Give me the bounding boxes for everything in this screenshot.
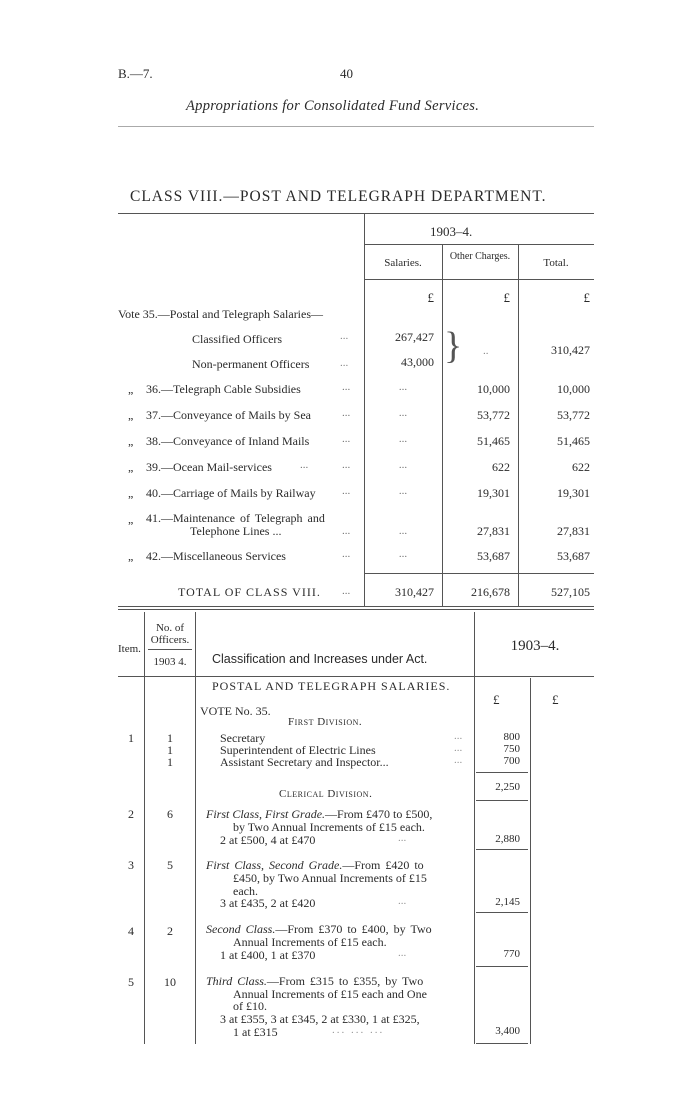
- row-total: 53,687: [557, 549, 590, 563]
- classified-officers-label: Classified Officers: [192, 332, 283, 346]
- nonperm-dots: ...: [340, 357, 349, 369]
- row-label: 38.—Conveyance of Inland Mails: [146, 434, 310, 448]
- entry-text-line3: 1 at £400, 1 at £370: [220, 948, 316, 962]
- officers-count: 5: [167, 858, 173, 872]
- grade-range: —From £470 to £500,: [325, 807, 433, 821]
- grade-title: Third Class.: [206, 974, 267, 988]
- summary-top-rule: [118, 213, 594, 214]
- row-salaries: ...: [398, 525, 408, 537]
- entry-text-line4: 3 at £435, 2 at £420: [220, 896, 316, 910]
- row-dots: ...: [342, 525, 351, 537]
- row-other: 622: [492, 460, 510, 474]
- amount: 3,400: [495, 1025, 520, 1037]
- subtotal-rule: [476, 772, 528, 773]
- summary-year-rule: [364, 244, 594, 245]
- col-officers-header-2: Officers.: [150, 634, 190, 646]
- position-label: Secretary: [220, 731, 266, 745]
- ditto-mark: „: [128, 434, 134, 448]
- total-dots: ...: [342, 585, 351, 597]
- summary-header-rule: [364, 279, 594, 280]
- row-dots: ...: [342, 433, 351, 445]
- row-total: 27,831: [557, 524, 590, 538]
- section-title: POSTAL AND TELEGRAPH SALARIES.: [212, 679, 451, 693]
- item-number: 3: [128, 858, 134, 872]
- total-salaries: 310,427: [395, 585, 434, 599]
- amount: 2,145: [495, 896, 520, 908]
- grade-range: —From £370 to £400, by Two: [275, 922, 432, 936]
- entry-rule: [476, 1043, 528, 1044]
- item-number: 4: [128, 924, 134, 938]
- clerical-division-heading: Clerical Division.: [279, 788, 373, 800]
- row-salaries: ...: [398, 381, 408, 393]
- vote35-total: 310,427: [551, 343, 590, 357]
- row-label: 36.—Telegraph Cable Subsidies: [146, 382, 301, 396]
- officers-count: 1: [167, 731, 173, 745]
- grade-title: Second Class.: [206, 922, 276, 936]
- position-label: Superintendent of Electric Lines: [220, 743, 376, 757]
- ditto-mark: „: [128, 512, 134, 526]
- other-currency: £: [503, 290, 510, 305]
- row-total: 53,772: [557, 408, 590, 422]
- row-other: 51,465: [477, 434, 510, 448]
- col-classification-header: Classification and Increases under Act.: [212, 652, 428, 666]
- col-item-header: Item.: [118, 643, 141, 655]
- entry-text-line2: by Two Annual Increments of £15 each.: [233, 820, 425, 834]
- row-salaries: ...: [398, 459, 408, 471]
- amount: 2,880: [495, 833, 520, 845]
- row-dots: ...: [342, 459, 351, 471]
- row-label: 37.—Conveyance of Mails by Sea: [146, 408, 311, 422]
- entry-rule: [476, 966, 528, 967]
- summary-bottom-rule-2: [118, 609, 594, 610]
- total-other: 216,678: [471, 585, 510, 599]
- vote35-other: ..: [483, 345, 489, 357]
- summary-col-sep-2: [442, 245, 443, 606]
- ditto-mark: „: [128, 460, 134, 474]
- page-subtitle: Appropriations for Consolidated Fund Services.: [186, 98, 480, 114]
- grade-range: —From £315 to £355, by Two: [266, 974, 424, 988]
- classified-salaries: 267,427: [395, 330, 434, 344]
- item-number: 2: [128, 807, 134, 821]
- leader-dots: ...: [398, 832, 407, 844]
- row-label: 39.—Ocean Mail-services: [146, 460, 272, 474]
- amount: 700: [503, 755, 520, 767]
- summary-col-sep-1: [364, 214, 365, 606]
- entry-rule: [476, 849, 528, 850]
- vote-label: VOTE No. 35.: [200, 704, 271, 718]
- amount: 750: [503, 743, 520, 755]
- row-other: 10,000: [477, 382, 510, 396]
- row-total: 19,301: [557, 486, 590, 500]
- summary-bottom-rule-1: [118, 606, 594, 607]
- col-other-charges-header: Other Charges.: [449, 251, 511, 262]
- leader-dots: ... ... ...: [332, 1024, 385, 1036]
- officers-count: 10: [164, 975, 176, 989]
- entry-text-line3: of £10.: [233, 999, 267, 1013]
- nonperm-salaries: 43,000: [401, 355, 434, 369]
- grade-title: First Class, First Grade.: [206, 807, 326, 821]
- ditto-mark: „: [128, 486, 134, 500]
- first-division-subtotal: 2,250: [495, 781, 520, 793]
- item-number: 1: [128, 731, 134, 745]
- row-label-line2: Telephone Lines ...: [190, 524, 282, 538]
- brace-icon: }: [444, 325, 463, 367]
- detail-col-sep-total: [530, 678, 531, 1044]
- row-dots: ...: [342, 548, 351, 560]
- classified-dots: ...: [340, 330, 349, 342]
- summary-year: 1903–4.: [430, 224, 473, 239]
- row-salaries: ...: [398, 485, 408, 497]
- total-total: 527,105: [551, 585, 590, 599]
- col-officers-year: 1903 4.: [153, 656, 187, 668]
- total-col-currency: £: [552, 692, 559, 707]
- item-number: 5: [128, 975, 134, 989]
- entry-rule: [476, 912, 528, 913]
- row-total: 622: [572, 460, 590, 474]
- total-currency: £: [583, 290, 590, 305]
- row-dots: ...: [342, 485, 351, 497]
- officers-count: 6: [167, 807, 173, 821]
- row-label: 40.—Carriage of Mails by Railway: [146, 486, 316, 500]
- class-title: CLASS VIII.—POST AND TELEGRAPH DEPARTMENT.: [130, 188, 547, 205]
- row-total: 51,465: [557, 434, 590, 448]
- detail-year: 1903–4.: [510, 638, 560, 654]
- ditto-mark: „: [128, 549, 134, 563]
- entry-text-line2: Annual Increments of £15 each.: [233, 935, 387, 949]
- entry-text-line4: 3 at £355, 3 at £345, 2 at £330, 1 at £325,: [220, 1012, 420, 1026]
- col-officers-header-1: No. of: [155, 622, 185, 634]
- leader-dots: ...: [398, 895, 407, 907]
- document-ref: B.—7.: [118, 66, 153, 81]
- officers-count: 1: [167, 755, 173, 769]
- amount: 800: [503, 731, 520, 743]
- vote35-label: Vote 35.—Postal and Telegraph Salaries—: [118, 307, 324, 321]
- officers-year-rule: [148, 649, 192, 650]
- row-salaries: ...: [398, 407, 408, 419]
- col-salaries-header: Salaries.: [384, 257, 422, 269]
- officers-count: 2: [167, 924, 173, 938]
- entry-text-line2: £450, by Two Annual Increments of £15: [233, 871, 427, 885]
- entry-text-line3: 2 at £500, 4 at £470: [220, 833, 316, 847]
- leader-dots: ...: [454, 730, 463, 742]
- row-total: 10,000: [557, 382, 590, 396]
- leader-dots: ...: [454, 754, 463, 766]
- entry-text-line3: each.: [233, 884, 258, 898]
- row-dots: ...: [342, 381, 351, 393]
- officers-count: 1: [167, 743, 173, 757]
- entry-text-line2: Annual Increments of £15 each and One: [233, 987, 427, 1001]
- row-other: 53,772: [477, 408, 510, 422]
- row-label-line1: 41.—Maintenance of Telegraph and: [146, 511, 325, 525]
- summary-col-sep-3: [518, 245, 519, 606]
- first-division-heading: First Division.: [288, 716, 363, 728]
- row-dots: ...: [300, 459, 309, 471]
- total-label: TOTAL OF CLASS VIII.: [178, 585, 321, 599]
- grade-title: First Class, Second Grade.: [206, 858, 343, 872]
- row-other: 19,301: [477, 486, 510, 500]
- nonperm-officers-label: Non-permanent Officers: [192, 357, 310, 371]
- salaries-currency: £: [427, 290, 434, 305]
- row-label: 42.—Miscellaneous Services: [146, 549, 286, 563]
- detail-header-rule: [118, 676, 594, 677]
- entry-text-line5: 1 at £315: [233, 1025, 278, 1039]
- amount: 770: [503, 948, 520, 960]
- page-number: 40: [340, 66, 353, 81]
- header-rule: [118, 126, 594, 127]
- grade-range: —From £420 to: [342, 858, 424, 872]
- amount-currency: £: [493, 692, 500, 707]
- row-dots: ...: [342, 407, 351, 419]
- leader-dots: ...: [398, 947, 407, 959]
- row-other: 27,831: [477, 524, 510, 538]
- leader-dots: ...: [454, 742, 463, 754]
- row-salaries: ...: [398, 433, 408, 445]
- total-top-rule: [364, 573, 594, 574]
- ditto-mark: „: [128, 382, 134, 396]
- ditto-mark: „: [128, 408, 134, 422]
- position-label: Assistant Secretary and Inspector...: [220, 755, 389, 769]
- row-salaries: ...: [398, 548, 408, 560]
- row-other: 53,687: [477, 549, 510, 563]
- subtotal-bottom-rule: [476, 800, 528, 801]
- col-total-header: Total.: [543, 257, 569, 269]
